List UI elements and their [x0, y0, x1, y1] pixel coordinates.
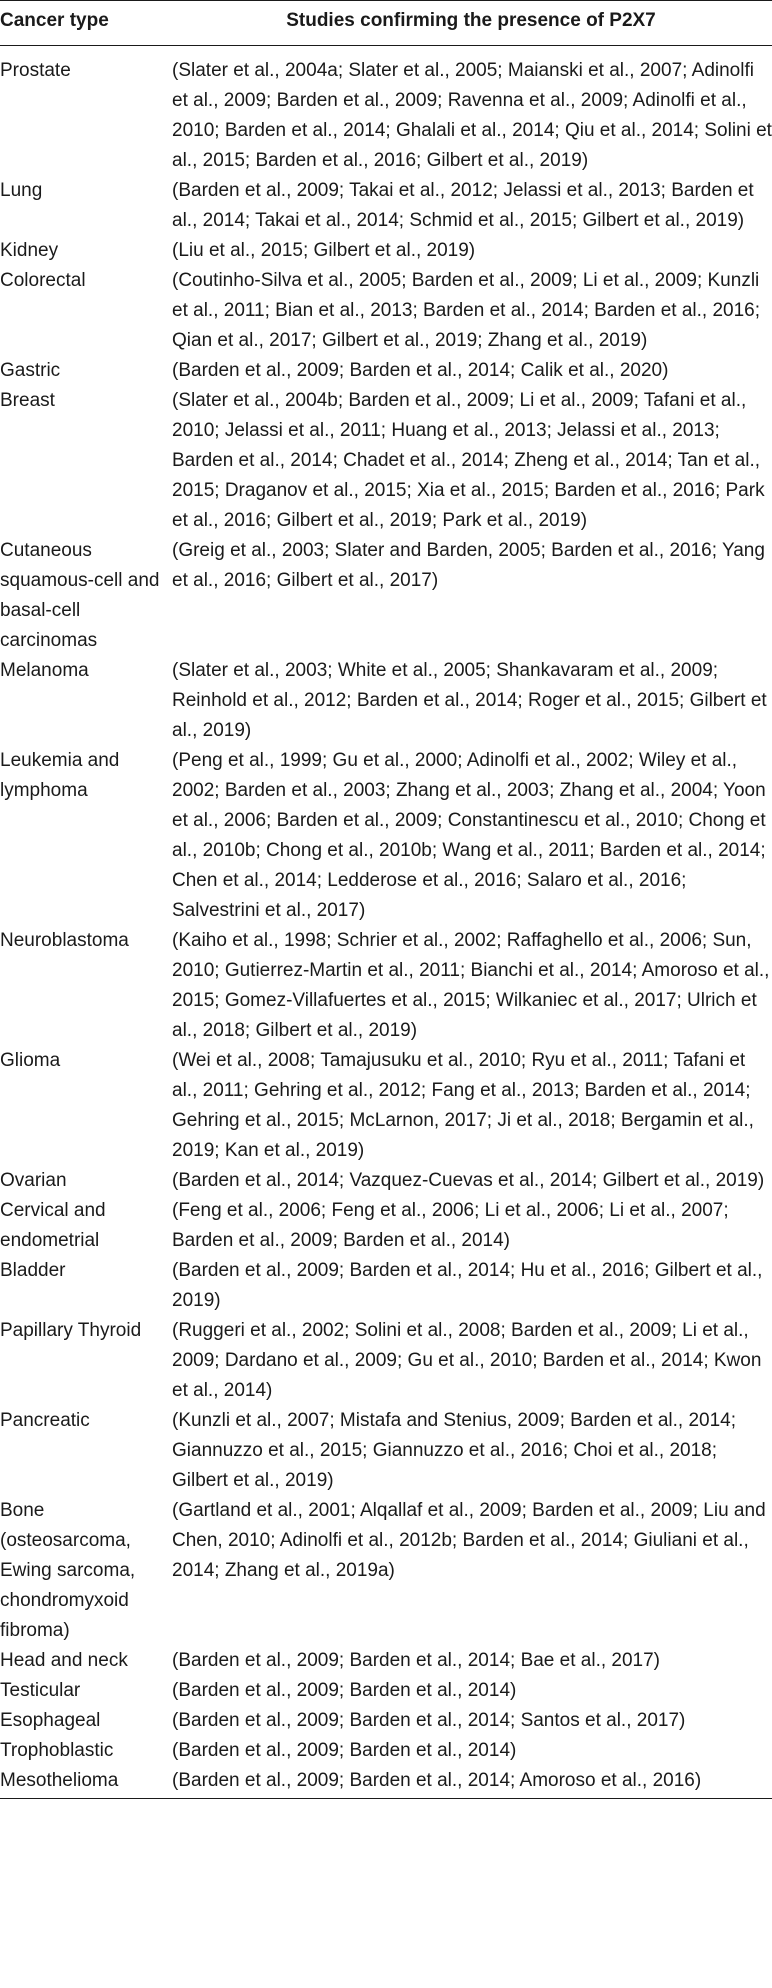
studies-cell: (Barden et al., 2009; Barden et al., 2014; Amoroso et al., 2016)	[170, 1766, 772, 1799]
studies-cell: (Barden et al., 2009; Barden et al., 2014)	[172, 1680, 517, 1701]
table-body	[0, 46, 772, 1799]
header-row	[0, 1, 772, 46]
cancer-type-cell: Glioma	[0, 1050, 61, 1071]
table-row	[0, 1736, 772, 1766]
cancer-type-cell: Cutaneous squamous-cell and basal-cell carcinomas	[0, 540, 160, 651]
studies-cell: (Barden et al., 2009; Barden et al., 2014; Calik et al., 2020)	[172, 360, 669, 381]
cancer-type-cell: Kidney	[0, 240, 59, 261]
studies-cell: (Greig et al., 2003; Slater and Barden, 2005; Barden et al., 2016; Yang et al., 2016; Gilbert et al., 2017)	[172, 540, 765, 591]
cancer-type-cell: Melanoma	[0, 660, 89, 681]
studies-cell: (Barden et al., 2009; Takai et al., 2012; Jelassi et al., 2013; Barden et al., 2014; Takai et al., 2014; Schmid et al., 2015; Gilbert et al., 2019)	[172, 180, 754, 231]
table-row	[0, 356, 772, 386]
table-row	[0, 536, 772, 656]
header-cancer-type: Cancer type	[0, 1, 170, 46]
table-row	[0, 1766, 772, 1799]
table-row	[0, 1646, 772, 1676]
table-row	[0, 176, 772, 236]
studies-cell: (Barden et al., 2009; Barden et al., 2014; Bae et al., 2017)	[172, 1650, 660, 1671]
cancer-type-cell: Gastric	[0, 360, 61, 381]
cancer-type-cell: Prostate	[0, 60, 71, 81]
cancer-type-cell: Trophoblastic	[0, 1740, 114, 1761]
table-row	[0, 1706, 772, 1736]
table-row	[0, 46, 772, 177]
studies-cell: (Barden et al., 2009; Barden et al., 2014; Santos et al., 2017)	[172, 1710, 686, 1731]
studies-cell: (Slater et al., 2004b; Barden et al., 2009; Li et al., 2009; Tafani et al., 2010; Jelassi et al., 2011; Huang et al., 2013; Jelassi et al., 2013; Barden et al., 2014; Chadet et al., 2014; Zheng et al., 2014; Tan et al., 2015; Draganov et al., 2015; Xia et al., 2015; Barden et al., 2016; Park et al., 2016; Gilbert et al., 2019; Park et al., 2019)	[172, 390, 765, 531]
table-row	[0, 1406, 772, 1496]
table-row	[0, 1196, 772, 1256]
studies-cell: (Barden et al., 2009; Barden et al., 2014)	[172, 1740, 517, 1761]
cancer-type-cell: Colorectal	[0, 270, 86, 291]
studies-cell: (Kaiho et al., 1998; Schrier et al., 2002; Raffaghello et al., 2006; Sun, 2010; Gutierrez-Martin et al., 2011; Bianchi et al., 2014; Amoroso et al., 2015; Gomez-Villafuertes et al., 2015; Wilkaniec et al., 2017; Ulrich et al., 2018; Gilbert et al., 2019)	[172, 930, 770, 1041]
cancer-type-cell: Mesothelioma	[0, 1766, 170, 1799]
studies-cell: (Feng et al., 2006; Feng et al., 2006; Li et al., 2006; Li et al., 2007; Barden et al., 2009; Barden et al., 2014)	[172, 1200, 729, 1251]
table-row	[0, 1496, 772, 1646]
studies-cell: (Liu et al., 2015; Gilbert et al., 2019)	[172, 240, 476, 261]
cancer-type-cell: Bladder	[0, 1260, 66, 1281]
studies-cell: (Gartland et al., 2001; Alqallaf et al., 2009; Barden et al., 2009; Liu and Chen, 2010; Adinolfi et al., 2012b; Barden et al., 2014; Giuliani et al., 2014; Zhang et al., 2019a)	[172, 1500, 766, 1581]
table-row	[0, 266, 772, 356]
table-row	[0, 1256, 772, 1316]
studies-cell: (Slater et al., 2004a; Slater et al., 2005; Maianski et al., 2007; Adinolfi et al., 2009; Barden et al., 2009; Ravenna et al., 2009; Adinolfi et al., 2010; Barden et al., 2014; Ghalali et al., 2014; Qiu et al., 2014; Solini et al., 2015; Barden et al., 2016; Gilbert et al., 2019)	[172, 60, 772, 171]
cancer-type-cell: Lung	[0, 180, 43, 201]
cancer-type-cell: Neuroblastoma	[0, 930, 129, 951]
table-row	[0, 926, 772, 1046]
table-row	[0, 1676, 772, 1706]
cancer-type-cell: Ovarian	[0, 1170, 67, 1191]
studies-cell: (Ruggeri et al., 2002; Solini et al., 2008; Barden et al., 2009; Li et al., 2009; Dardano et al., 2009; Gu et al., 2010; Barden et al., 2014; Kwon et al., 2014)	[172, 1320, 762, 1401]
studies-cell: (Peng et al., 1999; Gu et al., 2000; Adinolfi et al., 2002; Wiley et al., 2002; Barden et al., 2003; Zhang et al., 2003; Zhang et al., 2004; Yoon et al., 2006; Barden et al., 2009; Constantinescu et al., 2010; Chong et al., 2010b; Chong et al., 2010b; Wang et al., 2011; Barden et al., 2014; Chen et al., 2014; Ledderose et al., 2016; Salaro et al., 2016; Salvestrini et al., 2017)	[172, 750, 766, 921]
cancer-type-cell: Head and neck	[0, 1650, 128, 1671]
cancer-type-cell: Breast	[0, 390, 55, 411]
studies-cell: (Slater et al., 2003; White et al., 2005; Shankavaram et al., 2009; Reinhold et al., 2012; Barden et al., 2014; Roger et al., 2015; Gilbert et al., 2019)	[172, 660, 767, 741]
table-row	[0, 746, 772, 926]
table-row	[0, 1046, 772, 1166]
cancer-type-cell: Papillary Thyroid	[0, 1320, 142, 1341]
studies-cell: (Barden et al., 2014; Vazquez-Cuevas et al., 2014; Gilbert et al., 2019)	[172, 1170, 765, 1191]
table-row	[0, 656, 772, 746]
table-row	[0, 1166, 772, 1196]
studies-cell: (Coutinho-Silva et al., 2005; Barden et al., 2009; Li et al., 2009; Kunzli et al., 2011; Bian et al., 2013; Barden et al., 2014; Barden et al., 2016; Qian et al., 2017; Gilbert et al., 2019; Zhang et al., 2019)	[172, 270, 761, 351]
cancer-type-cell: Pancreatic	[0, 1410, 90, 1431]
cancer-type-cell: Testicular	[0, 1680, 81, 1701]
studies-cell: (Barden et al., 2009; Barden et al., 2014; Hu et al., 2016; Gilbert et al., 2019)	[172, 1260, 763, 1311]
cancer-type-cell: Cervical and endometrial	[0, 1200, 106, 1251]
cancer-type-cell: Esophageal	[0, 1710, 101, 1731]
table-row	[0, 386, 772, 536]
cancer-type-cell: Leukemia and lymphoma	[0, 750, 120, 801]
table-row	[0, 236, 772, 266]
header-studies: Studies confirming the presence of P2X7	[170, 1, 772, 46]
table-row	[0, 1316, 772, 1406]
cancer-type-cell: Bone (osteosarcoma, Ewing sarcoma, chondromyxoid fibroma)	[0, 1500, 136, 1641]
studies-cell: (Kunzli et al., 2007; Mistafa and Stenius, 2009; Barden et al., 2014; Giannuzzo et al., 2015; Giannuzzo et al., 2016; Choi et al., 2018; Gilbert et al., 2019)	[172, 1410, 737, 1491]
table-header	[0, 1, 772, 46]
studies-cell: (Wei et al., 2008; Tamajusuku et al., 2010; Ryu et al., 2011; Tafani et al., 2011; Gehring et al., 2012; Fang et al., 2013; Barden et al., 2014; Gehring et al., 2015; McLarnon, 2017; Ji et al., 2018; Bergamin et al., 2019; Kan et al., 2019)	[172, 1050, 754, 1161]
